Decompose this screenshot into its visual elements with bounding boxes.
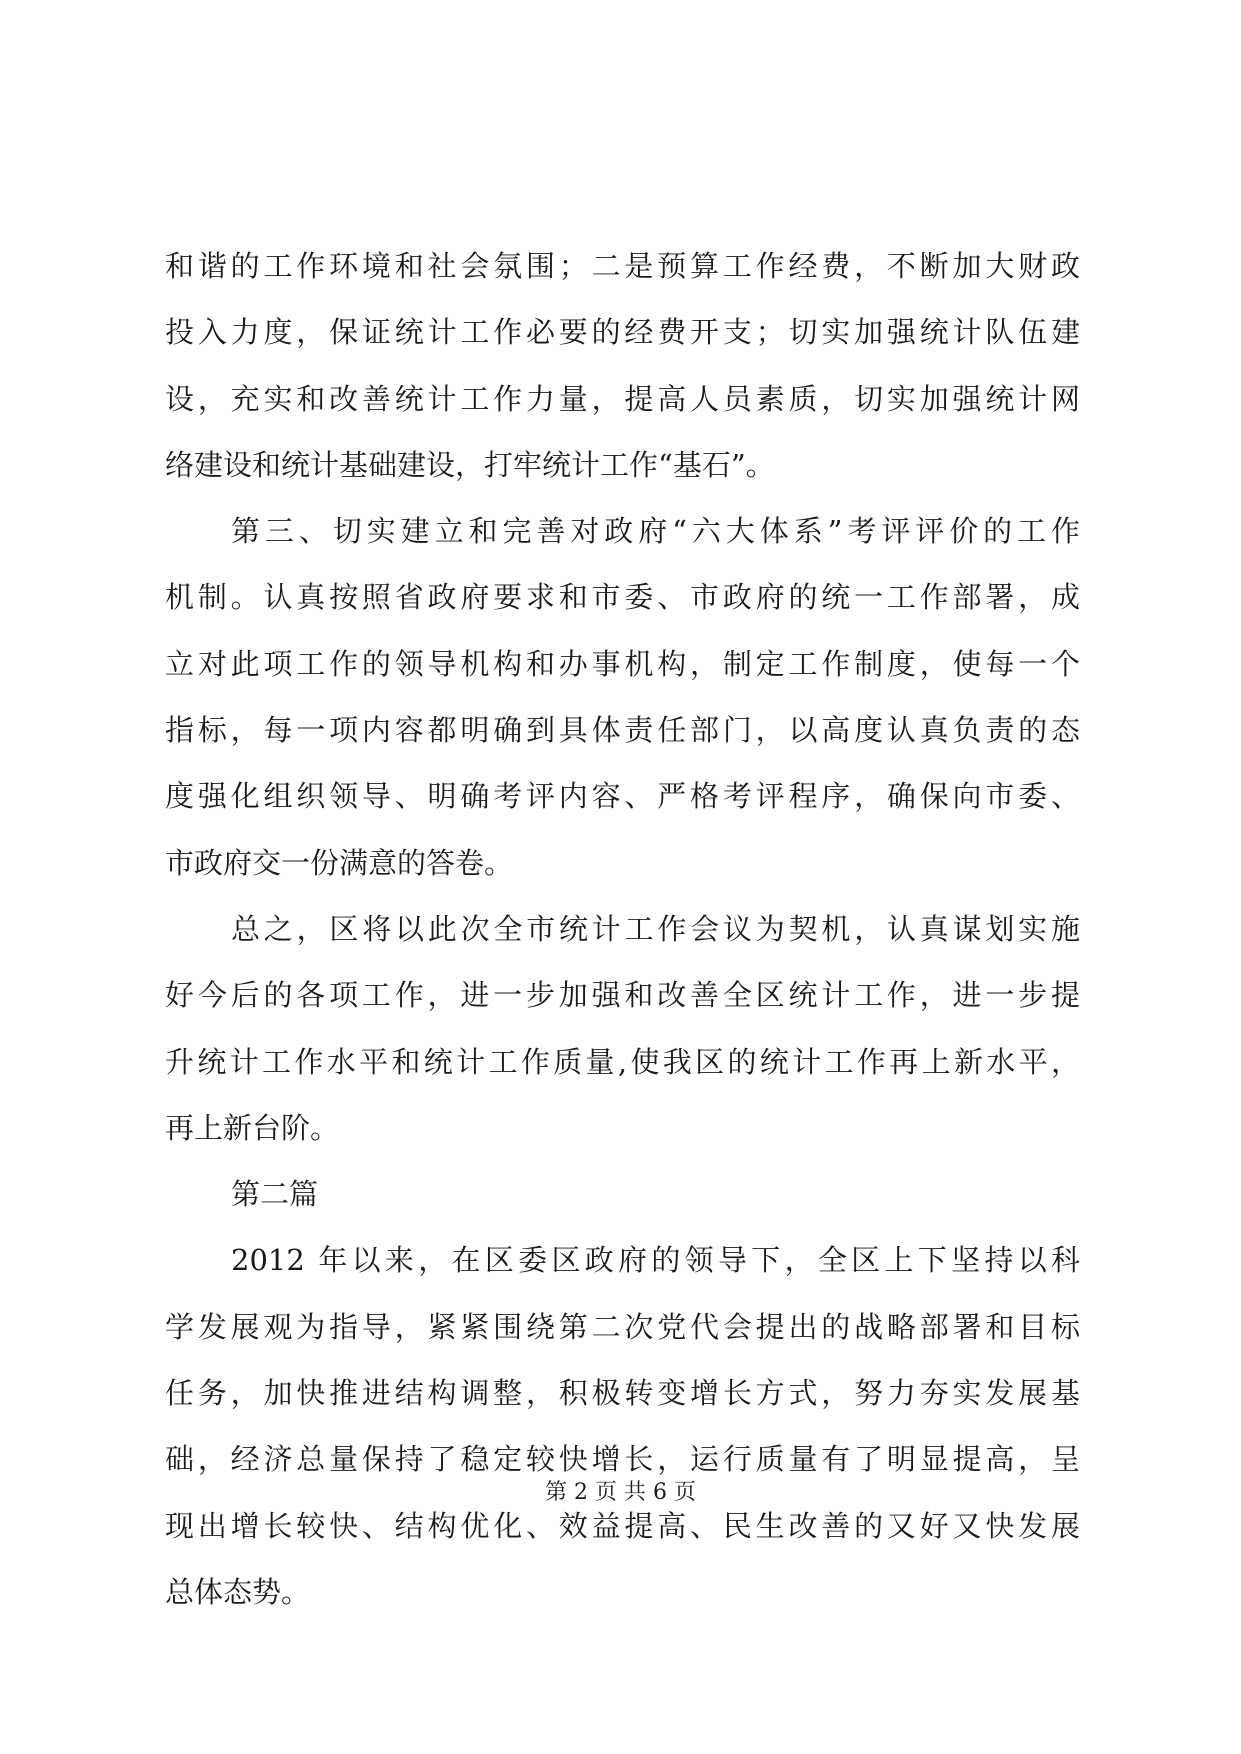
text-line: 和谐的工作环境和社会氛围；二是预算工作经费，不断加大财政 — [165, 249, 1080, 283]
text-line: 学发展观为指导，紧紧围绕第二次党代会提出的战略部署和目标 — [165, 1309, 1080, 1344]
text-line: 立对此项工作的领导机构和办事机构，制定工作制度，使每一个 — [165, 646, 1080, 681]
text-line: 总体态势。 — [165, 1574, 311, 1609]
text-line: 指标，每一项内容都明确到具体责任部门，以高度认真负责的态 — [165, 713, 1080, 748]
text-line: 机制。认真按照省政府要求和市委、市政府的统一工作部署，成 — [165, 580, 1080, 615]
text-line: 市政府交一份满意的答卷。 — [165, 845, 514, 880]
page-number-footer: 第 2 页 共 6 页 — [545, 1480, 696, 1505]
paragraph-start-line: 第三、切实建立和完善对政府“六大体系”考评评价的工作 — [231, 514, 1080, 549]
text-line: 投入力度，保证统计工作必要的经费开支；切实加强统计队伍建 — [165, 315, 1080, 350]
paragraph-start-line: 2012 年以来，在区委区政府的领导下，全区上下坚持以科 — [231, 1243, 1080, 1278]
text-line: 设，充实和改善统计工作力量，提高人员素质，切实加强统计网 — [165, 381, 1080, 416]
text-line: 度强化组织领导、明确考评内容、严格考评程序，确保向市委、 — [165, 779, 1080, 814]
document-body — [165, 233, 1080, 1625]
text-line: 升统计工作水平和统计工作质量,使我区的统计工作再上新水平， — [165, 1044, 1080, 1079]
text-line: 络建设和统计基础建设，打牢统计工作“基石”。 — [165, 447, 775, 482]
section-heading: 第二篇 — [231, 1177, 319, 1212]
paragraph-start-line: 总之，区将以此次全市统计工作会议为契机，认真谋划实施 — [231, 911, 1080, 946]
text-line: 现出增长较快、结构优化、效益提高、民生改善的又好又快发展 — [165, 1508, 1080, 1543]
text-line: 再上新台阶。 — [165, 1110, 340, 1145]
text-line: 好今后的各项工作，进一步加强和改善全区统计工作，进一步提 — [165, 978, 1080, 1013]
text-line: 础，经济总量保持了稳定较快增长，运行质量有了明显提高，呈 — [165, 1442, 1080, 1477]
text-line: 任务，加快推进结构调整，积极转变增长方式，努力夯实发展基 — [165, 1376, 1080, 1411]
